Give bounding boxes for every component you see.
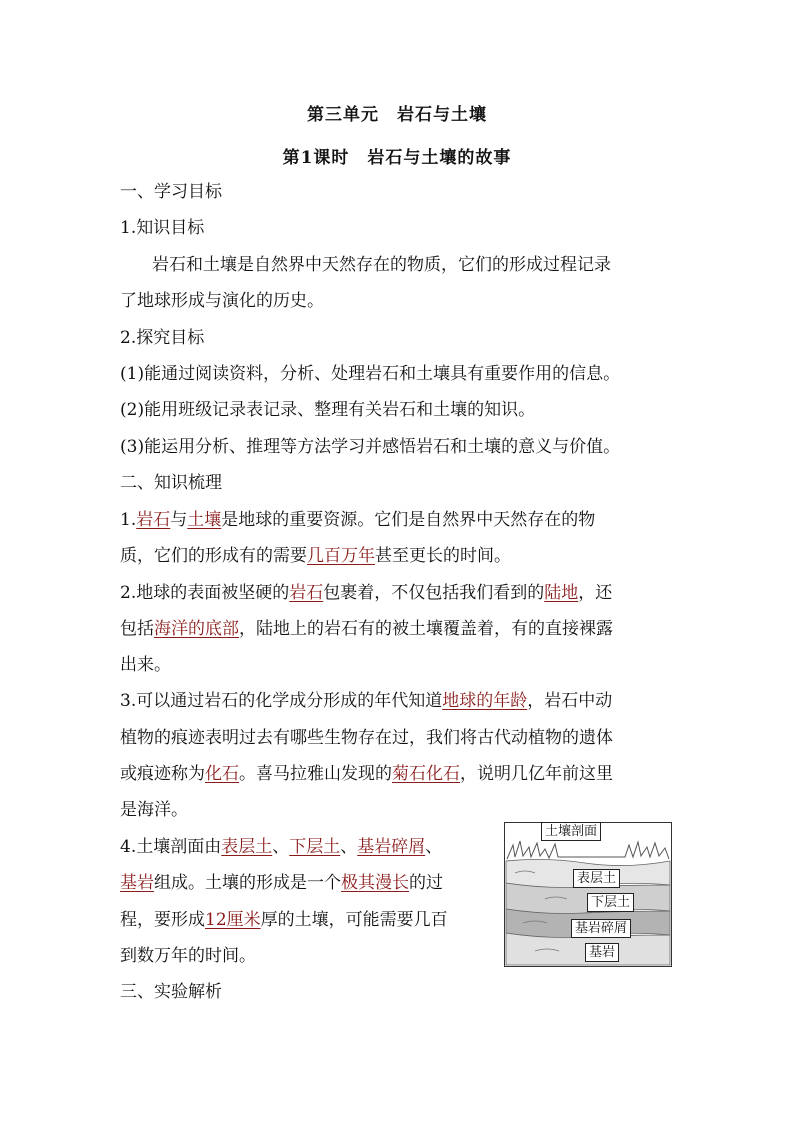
- answer-blank: 菊石化石: [392, 764, 460, 784]
- knowledge-point-3-cont: 或痕迹称为化石。喜马拉雅山发现的菊石化石，说明几亿年前这里: [120, 764, 613, 784]
- lesson-title: 第1课时 岩石与土壤的故事: [282, 148, 512, 168]
- figure-title: 土壤剖面: [541, 822, 601, 841]
- answer-blank: 海洋的底部: [154, 619, 239, 639]
- knowledge-point-3-cont: 植物的痕迹表明过去有哪些生物存在过，我们将古代动植物的遗体: [120, 728, 613, 748]
- knowledge-point-3: 3.可以通过岩石的化学成分形成的年代知道地球的年龄，岩石中动: [120, 691, 613, 711]
- knowledge-point-2-cont: 出来。: [120, 655, 171, 675]
- soil-profile-figure: [504, 822, 672, 967]
- answer-blank: 地球的年龄: [442, 691, 528, 711]
- section2-heading: 二、知识梳理: [120, 473, 222, 493]
- answer-blank: 下层土: [289, 837, 341, 857]
- inquiry-goal-item: (3)能运用分析、推理等方法学习并感悟岩石和土壤的意义与价值。: [120, 437, 621, 457]
- section1-heading: 一、学习目标: [120, 182, 222, 202]
- answer-blank: 岩石: [136, 510, 171, 530]
- answer-blank: 12厘米: [205, 910, 261, 930]
- knowledge-point-2-cont: 包括海洋的底部，陆地上的岩石有的被土壤覆盖着，有的直接裸露: [120, 619, 613, 639]
- knowledge-goal-text: 岩石和土壤是自然界中天然存在的物质，它们的形成过程记录: [152, 255, 611, 275]
- answer-blank: 土壤: [187, 510, 222, 530]
- knowledge-point-4-cont: 基岩组成。土壤的形成是一个极其漫长的过: [120, 873, 443, 893]
- knowledge-point-3-cont: 是海洋。: [120, 800, 188, 820]
- knowledge-point-4-cont: 到数万年的时间。: [120, 946, 256, 966]
- answer-blank: 基岩: [120, 873, 154, 893]
- knowledge-point-4: 4.土壤剖面由表层土、下层土、基岩碎屑、: [120, 837, 443, 857]
- knowledge-point-4-cont: 程，要形成12厘米厚的土壤，可能需要几百: [120, 910, 448, 930]
- answer-blank: 几百万年: [307, 546, 375, 566]
- inquiry-goal-item: (1)能通过阅读资料，分析、处理岩石和土壤具有重要作用的信息。: [120, 364, 621, 384]
- layer-label-topsoil: 表层土: [573, 869, 620, 888]
- knowledge-point-2: 2.地球的表面被坚硬的岩石包裹着，不仅包括我们看到的陆地，还: [120, 583, 613, 603]
- answer-blank: 化石: [205, 764, 239, 784]
- knowledge-goal-text-cont: 了地球形成与演化的历史。: [120, 291, 324, 311]
- inquiry-goal-item: (2)能用班级记录表记录、整理有关岩石和土壤的知识。: [120, 400, 536, 420]
- unit-title: 第三单元 岩石与土壤: [307, 105, 487, 125]
- answer-blank: 陆地: [544, 583, 579, 603]
- layer-label-bedrock: 基岩: [585, 943, 619, 962]
- answer-blank: 基岩碎屑: [357, 837, 426, 857]
- answer-blank: 表层土: [221, 837, 273, 857]
- layer-label-debris: 基岩碎屑: [571, 919, 631, 938]
- knowledge-point-1-cont: 质，它们的形成有的需要几百万年甚至更长的时间。: [120, 546, 511, 566]
- answer-blank: 岩石: [289, 583, 324, 603]
- layer-label-subsoil: 下层土: [587, 893, 634, 912]
- answer-blank: 极其漫长: [341, 873, 409, 893]
- section3-heading: 三、实验解析: [120, 982, 222, 1002]
- knowledge-point-1: 1.岩石与土壤是地球的重要资源。它们是自然界中天然存在的物: [120, 510, 596, 530]
- knowledge-goal-heading: 1.知识目标: [120, 218, 205, 238]
- inquiry-goal-heading: 2.探究目标: [120, 328, 205, 348]
